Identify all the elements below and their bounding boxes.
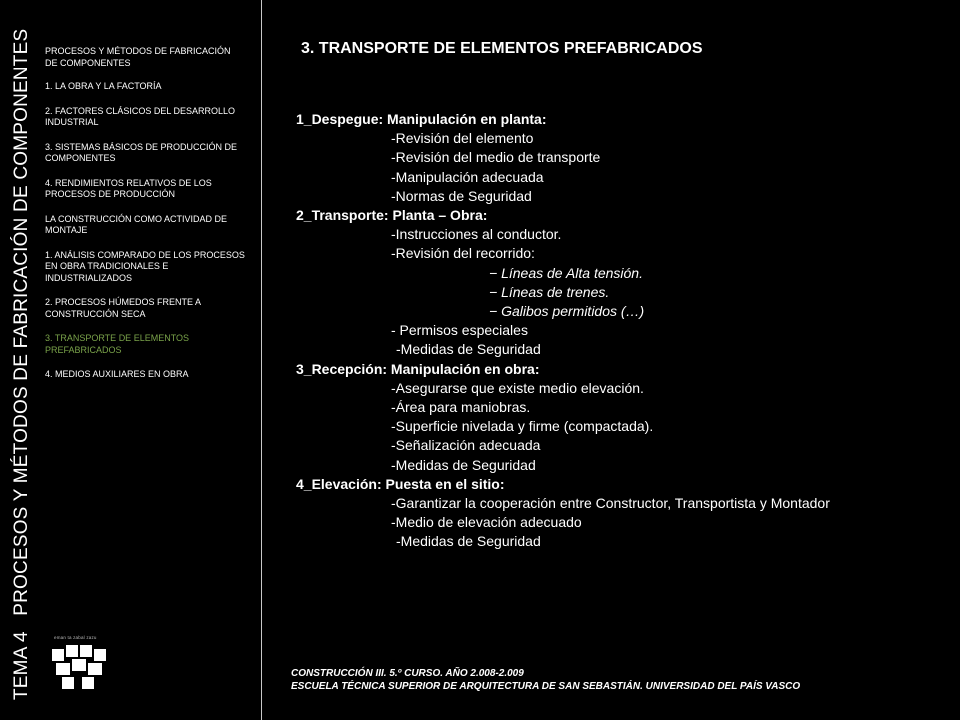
logo-mark-icon — [50, 643, 110, 691]
footer — [291, 667, 800, 693]
sub-list-item: − Líneas de Alta tensión. — [489, 264, 643, 281]
list-item: -Revisión del elemento — [391, 130, 534, 147]
sub-list-item: − Galibos permitidos (…) — [489, 303, 645, 320]
footer-course: CONSTRUCCIÓN III. 5.º CURSO. AÑO 2.008-2.009 — [291, 668, 524, 679]
section-despegue-title: 1_Despegue: Manipulación en planta: — [296, 111, 547, 127]
list-item: -Garantizar la cooperación entre Constructor, Transportista y Montador — [391, 495, 830, 512]
vertical-title-text: PROCESOS Y MÉTODOS DE FABRICACIÓN DE COMPONENTES — [11, 28, 32, 616]
list-item: -Señalización adecuada — [391, 437, 541, 454]
sub-list-item: − Líneas de trenes. — [489, 283, 610, 300]
nav-item-analisis-comparado[interactable]: 1. ANÁLISIS COMPARADO DE LOS PROCESOS EN OBRA TRADICIONALES E INDUSTRIALIZADOS — [45, 249, 245, 283]
list-item: -Superficie nivelada y firme (compactada). — [391, 418, 654, 435]
list-item: -Medio de elevación adecuado — [391, 514, 582, 531]
sidebar-nav — [45, 46, 257, 394]
list-item: -Asegurarse que existe medio elevación. — [391, 379, 644, 396]
list-item: -Medidas de Seguridad — [391, 456, 536, 473]
list-item: -Normas de Seguridad — [391, 187, 532, 204]
page-heading: 3. TRANSPORTE DE ELEMENTOS PREFABRICADOS — [301, 40, 703, 57]
university-logo — [50, 635, 110, 691]
list-item: -Manipulación adecuada — [391, 168, 544, 185]
list-item: -Revisión del recorrido: — [391, 245, 535, 262]
nav-item-factores-clasicos[interactable]: 2. FACTORES CLÁSICOS DEL DESARROLLO INDUSTRIAL — [45, 105, 236, 127]
list-item: -Medidas de Seguridad — [396, 533, 541, 550]
list-item: -Instrucciones al conductor. — [391, 226, 562, 243]
main-content — [296, 110, 936, 552]
list-item: -Área para maniobras. — [391, 399, 531, 416]
nav-item-sistemas-basicos[interactable]: 3. SISTEMAS BÁSICOS DE PRODUCCIÓN DE COMPONENTES — [45, 141, 238, 163]
section-recepcion-title: 3_Recepción: Manipulación en obra: — [296, 360, 540, 377]
section-elevacion-title: 4_Elevación: Puesta en el sitio: — [296, 475, 505, 492]
sidebar-divider — [261, 0, 262, 720]
nav-item-procesos-humedos[interactable]: 2. PROCESOS HÚMEDOS FRENTE A CONSTRUCCIÓN SECA — [45, 297, 201, 319]
list-item: -Revisión del medio de transporte — [391, 149, 601, 166]
logo-slogan: eman ta zabal zazu — [54, 635, 97, 640]
nav-item-title[interactable]: PROCESOS Y MÉTODOS DE FABRICACIÓN DE COMPONENTES — [45, 46, 231, 68]
list-item: -Medidas de Seguridad — [396, 341, 541, 358]
list-item: - Permisos especiales — [391, 322, 528, 339]
section-transporte-title: 2_Transporte: Planta – Obra: — [296, 207, 488, 224]
nav-item-transporte-active[interactable]: 3. TRANSPORTE DE ELEMENTOS PREFABRICADOS — [45, 333, 190, 355]
nav-item-rendimientos[interactable]: 4. RENDIMIENTOS RELATIVOS DE LOS PROCESOS DE PRODUCCIÓN — [45, 177, 212, 199]
vertical-title — [8, 20, 36, 700]
tema-label: TEMA 4 — [11, 631, 32, 700]
nav-item-obra-factoria[interactable]: 1. LA OBRA Y LA FACTORÍA — [45, 81, 162, 91]
nav-item-construccion-montaje[interactable]: LA CONSTRUCCIÓN COMO ACTIVIDAD DE MONTAJE — [45, 213, 228, 235]
footer-school: ESCUELA TÉCNICA SUPERIOR DE ARQUITECTURA DE SAN SEBASTIÁN. UNIVERSIDAD DEL PAÍS VASCO — [291, 681, 801, 692]
nav-item-medios-auxiliares[interactable]: 4. MEDIOS AUXILIARES EN OBRA — [45, 369, 189, 379]
